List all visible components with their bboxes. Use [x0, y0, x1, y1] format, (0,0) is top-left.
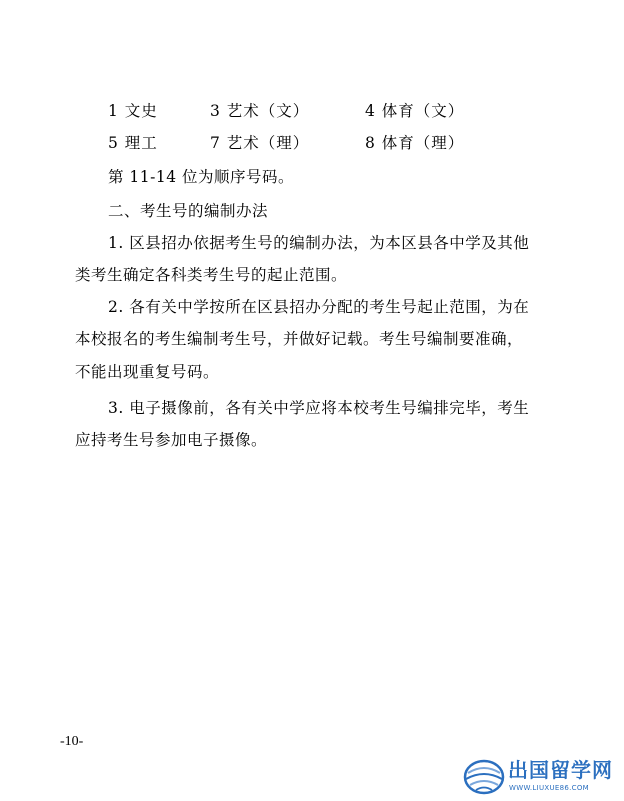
- paragraph-line: 1. 区县招办依据考生号的编制办法，为本区县各中学及其他: [108, 234, 530, 252]
- paragraph-line: 第 11-14 位为顺序号码。: [108, 168, 295, 186]
- category-cell: 1 文史: [108, 102, 158, 120]
- site-watermark: [462, 757, 622, 799]
- paragraph-line: 应持考生号参加电子摄像。: [75, 431, 268, 449]
- paragraph-line: 3. 电子摄像前，各有关中学应将本校考生号编排完毕，考生: [108, 399, 530, 417]
- paragraph-line: 类考生确定各科类考生号的起止范围。: [75, 266, 348, 284]
- paragraph-line: 本校报名的考生编制考生号，并做好记载。考生号编制要准确，: [75, 330, 524, 348]
- watermark-url: WWW.LIUXUE86.COM: [509, 784, 589, 792]
- category-cell: 3 艺术（文）: [210, 102, 310, 120]
- category-cell: 5 理工: [108, 134, 158, 152]
- paragraph-line: 2. 各有关中学按所在区县招办分配的考生号起止范围，为在: [108, 298, 530, 316]
- paragraph-line: 不能出现重复号码。: [75, 363, 220, 381]
- globe-logo-icon: [462, 757, 506, 797]
- category-cell: 8 体育（理）: [365, 134, 465, 152]
- page-number: -10-: [60, 734, 84, 749]
- watermark-title: 出国留学网: [508, 758, 613, 782]
- category-cell: 4 体育（文）: [365, 102, 465, 120]
- category-cell: 7 艺术（理）: [210, 134, 310, 152]
- section-heading: 二、考生号的编制办法: [108, 202, 269, 220]
